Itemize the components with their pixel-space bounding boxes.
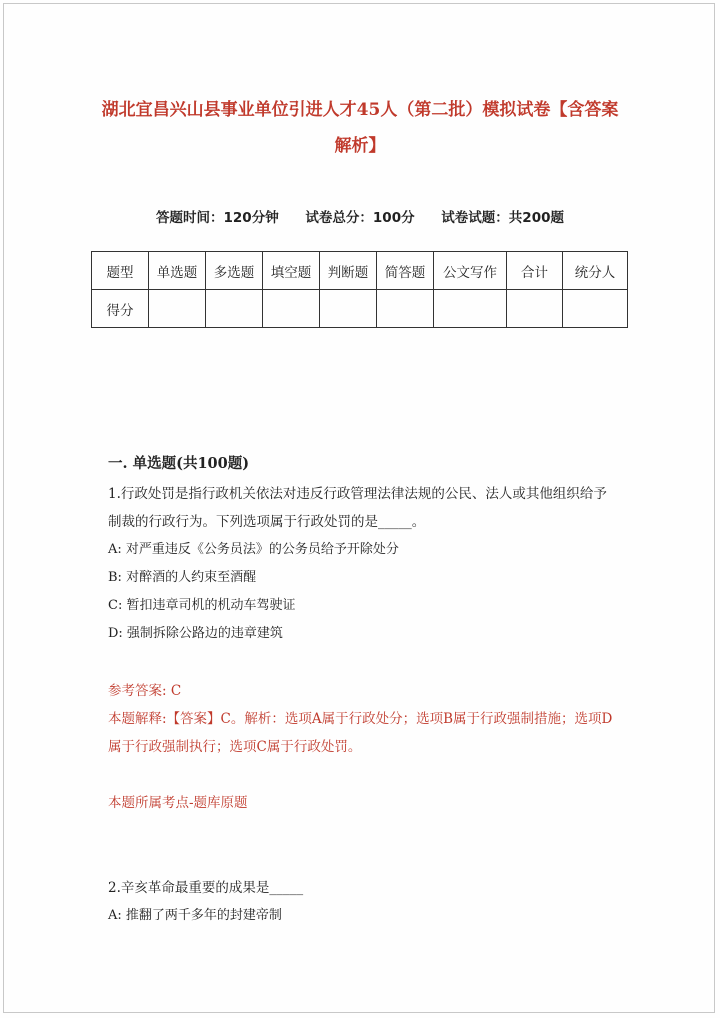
- header-cell: 合计: [507, 252, 563, 290]
- question-1-option-a: A: 对严重违反《公务员法》的公务员给予开除处分: [108, 542, 399, 557]
- header-cell: 单选题: [149, 252, 206, 290]
- question-2-stem: 2.辛亥革命最重要的成果是_____: [108, 880, 304, 896]
- score-table-score-row: [92, 290, 628, 328]
- exam-question-count: 试卷试题：共200题: [441, 210, 564, 226]
- score-cell: [434, 290, 507, 328]
- question-1-answer: 参考答案: C: [108, 683, 182, 699]
- question-1-option-d: D: 强制拆除公路边的违章建筑: [108, 626, 283, 641]
- question-2-option-a: A: 推翻了两千多年的封建帝制: [108, 908, 282, 923]
- score-table-header-row: [92, 252, 628, 290]
- header-cell: 题型: [92, 252, 149, 290]
- score-cell: [563, 290, 628, 328]
- header-cell: 简答题: [377, 252, 434, 290]
- question-1-option-b: B: 对醉酒的人约束至酒醒: [108, 570, 257, 585]
- score-cell: [507, 290, 563, 328]
- score-cell: [206, 290, 263, 328]
- score-cell: [377, 290, 434, 328]
- score-table: [91, 251, 628, 328]
- header-cell: 统分人: [563, 252, 628, 290]
- header-cell: 判断题: [320, 252, 377, 290]
- header-cell: 公文写作: [434, 252, 507, 290]
- section-title: 一. 单选题(共100题): [108, 455, 250, 472]
- question-1-source: 本题所属考点-题库原题: [108, 795, 248, 811]
- score-cell: [149, 290, 206, 328]
- document-title: 湖北宜昌兴山县事业单位引进人才45人（第二批）模拟试卷【含答案解析】: [101, 100, 619, 156]
- question-1-option-c: C: 暂扣违章司机的机动车驾驶证: [108, 598, 296, 613]
- question-1-explanation: 本题解释:【答案】C。解析：选项A属于行政处分；选项B属于行政强制措施；选项D属于行政强制执行；选项C属于行政处罚。: [108, 711, 613, 755]
- header-cell: 填空题: [263, 252, 320, 290]
- question-1-stem: 1.行政处罚是指行政机关依法对违反行政管理法律法规的公民、法人或其他组织给予制裁的行政行为。下列选项属于行政处罚的是_____。: [108, 486, 607, 530]
- row-label-cell: 得分: [92, 290, 149, 328]
- score-cell: [263, 290, 320, 328]
- exam-time: 答题时间：120分钟: [156, 210, 279, 226]
- exam-total-score: 试卷总分：100分: [305, 210, 415, 226]
- header-cell: 多选题: [206, 252, 263, 290]
- exam-info: [0, 206, 720, 226]
- score-cell: [320, 290, 377, 328]
